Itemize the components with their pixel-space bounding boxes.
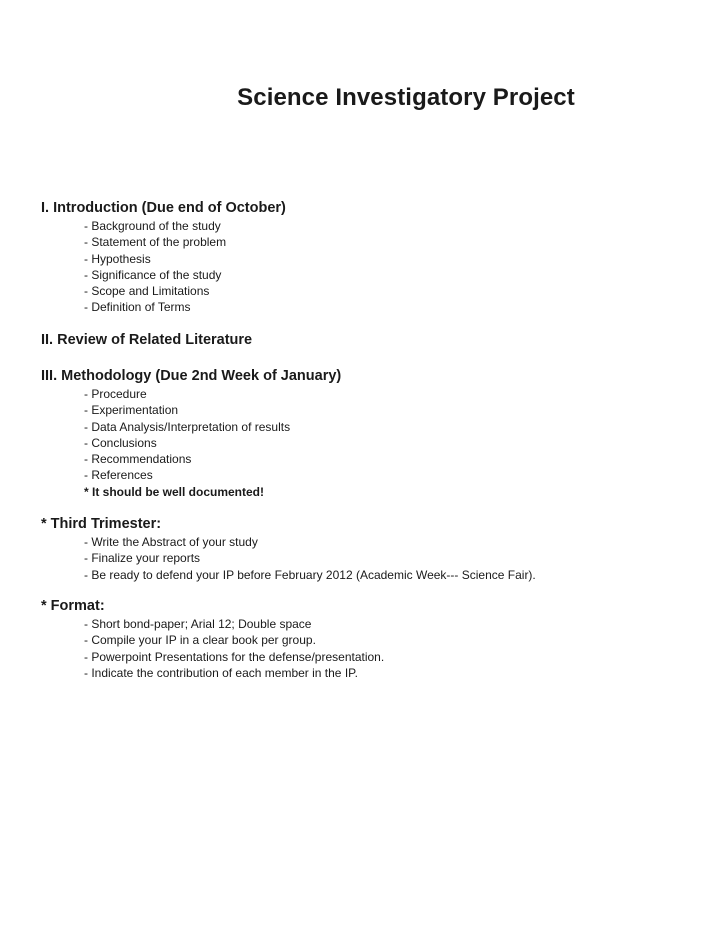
list-item: - Procedure	[84, 387, 147, 401]
list-item: - Definition of Terms	[84, 300, 191, 315]
section-format	[41, 597, 384, 681]
section-heading: II. Review of Related Literature	[41, 332, 253, 348]
list-item: - Statement of the problem	[84, 235, 227, 250]
section-heading: * Format:	[41, 598, 105, 614]
list-item: - Experimentation	[84, 403, 179, 418]
section-introduction	[41, 199, 286, 316]
list-item: - Hypothesis	[84, 251, 151, 266]
page-title: Science Investigatory Project	[237, 84, 575, 111]
list-item: - Scope and Limitations	[84, 284, 210, 299]
list-item: - Short bond-paper; Arial 12; Double space	[84, 617, 312, 631]
list-item: - Indicate the contribution of each member in the IP.	[84, 665, 358, 680]
section-item-list	[41, 616, 384, 681]
section-heading: I. Introduction (Due end of October)	[41, 200, 286, 216]
list-item: - Recommendations	[84, 452, 192, 467]
list-item: - Data Analysis/Interpretation of results	[84, 419, 291, 434]
list-item: - References	[84, 468, 153, 483]
documentation-note: * It should be well documented!	[84, 484, 265, 499]
section-methodology	[41, 367, 341, 500]
section-heading: * Third Trimester:	[41, 516, 162, 532]
section-item-list	[41, 534, 536, 583]
section-third-trimester	[41, 515, 536, 583]
section-heading: III. Methodology (Due 2nd Week of January)	[41, 368, 342, 384]
list-item: - Background of the study	[84, 219, 221, 233]
list-item: - Significance of the study	[84, 267, 222, 282]
list-item: - Compile your IP in a clear book per group.	[84, 633, 316, 648]
section-item-list	[41, 218, 286, 316]
list-item: - Finalize your reports	[84, 551, 201, 566]
list-item: - Powerpoint Presentations for the defense/presentation.	[84, 649, 385, 664]
list-item: - Write the Abstract of your study	[84, 535, 258, 549]
list-item: - Conclusions	[84, 435, 157, 450]
section-item-list	[41, 386, 341, 500]
list-item: - Be ready to defend your IP before February 2012 (Academic Week--- Science Fair).	[84, 567, 536, 582]
section-review-of-literature	[41, 331, 252, 350]
